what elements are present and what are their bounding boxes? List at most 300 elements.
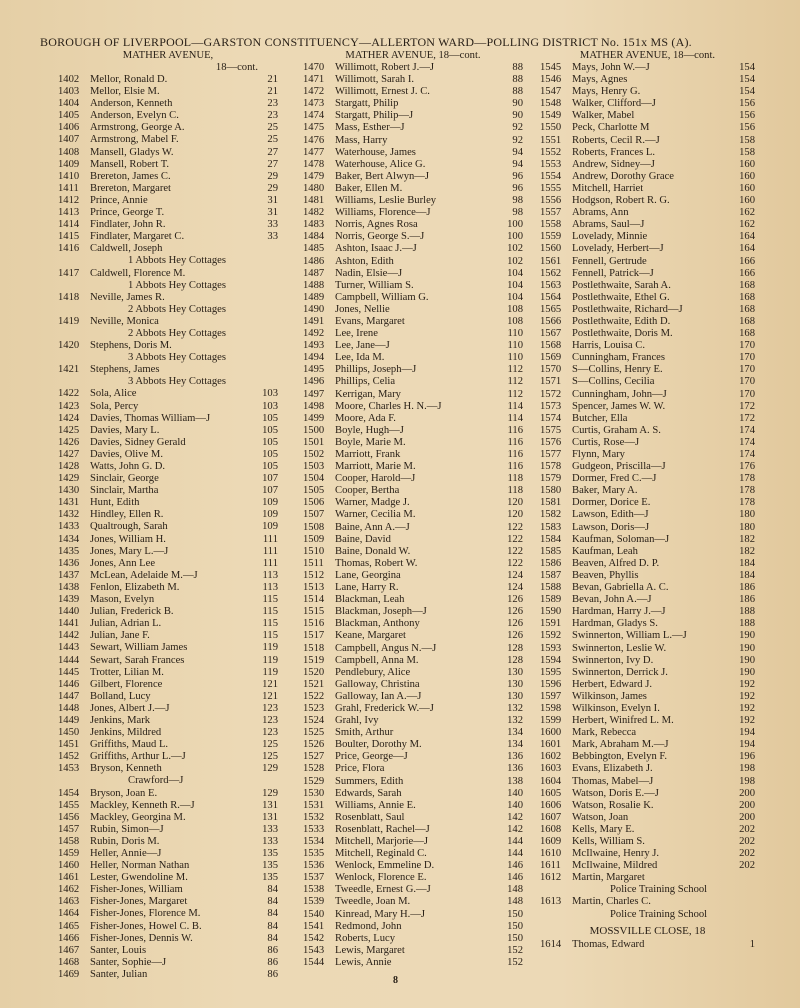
elector-number: 1551 xyxy=(540,134,562,146)
elector-number: 1540 xyxy=(303,908,325,920)
elector-row xyxy=(303,594,523,606)
elector-name: Baine, David xyxy=(335,533,391,545)
elector-row xyxy=(303,509,523,521)
elector-number: 1444 xyxy=(58,654,80,666)
elector-row xyxy=(58,74,278,86)
elector-number: 1485 xyxy=(303,243,325,255)
house-number: 113 xyxy=(262,581,278,593)
house-number: 112 xyxy=(507,376,523,388)
elector-number: 1403 xyxy=(58,86,80,98)
elector-number: 1597 xyxy=(540,690,562,702)
elector-row xyxy=(540,788,755,800)
house-number: 96 xyxy=(512,182,523,194)
elector-number: 1553 xyxy=(540,158,562,170)
address-continuation xyxy=(58,255,278,267)
elector-row xyxy=(58,667,278,679)
elector-name: Prince, George T. xyxy=(90,207,165,219)
house-number: 131 xyxy=(262,799,278,811)
elector-number: 1458 xyxy=(58,835,80,847)
house-number: 178 xyxy=(739,497,755,509)
elector-number: 1541 xyxy=(303,920,325,932)
elector-name: Anderson, Evelyn C. xyxy=(90,110,179,122)
house-number: 116 xyxy=(507,436,523,448)
column-heading: MATHER AVENUE, 18—cont. xyxy=(345,50,481,61)
house-number: 130 xyxy=(507,690,523,702)
elector-row xyxy=(58,594,278,606)
house-number: 133 xyxy=(262,835,278,847)
house-number: 156 xyxy=(739,98,755,110)
elector-name: Butcher, Ella xyxy=(572,412,628,424)
elector-row xyxy=(58,461,278,473)
house-number: 124 xyxy=(507,569,523,581)
house-number: 154 xyxy=(739,62,755,73)
house-number: 112 xyxy=(507,364,523,376)
house-number: 118 xyxy=(507,473,523,485)
house-number: 170 xyxy=(739,352,755,364)
elector-name: Evans, Elizabeth J. xyxy=(572,763,653,775)
elector-name: Beaven, Phyllis xyxy=(572,569,639,581)
elector-name: Andrew, Dorothy Grace xyxy=(572,170,674,182)
elector-row xyxy=(303,788,523,800)
house-number: 119 xyxy=(262,666,278,678)
elector-row xyxy=(540,679,755,691)
house-number: 27 xyxy=(267,146,278,158)
elector-number: 1609 xyxy=(540,836,562,847)
elector-row xyxy=(58,159,278,171)
house-number: 116 xyxy=(507,449,523,460)
elector-name: Jones, Albert J.—J xyxy=(90,702,170,714)
elector-row xyxy=(303,401,523,413)
elector-name: Rosenblatt, Rachel—J xyxy=(335,823,430,835)
elector-row xyxy=(540,304,755,316)
elector-number: 1474 xyxy=(303,110,325,122)
house-number: 148 xyxy=(507,884,523,896)
elector-number: 1586 xyxy=(540,557,562,569)
elector-row xyxy=(540,606,755,618)
elector-number: 1506 xyxy=(303,497,325,509)
elector-row xyxy=(540,292,755,304)
elector-number: 1575 xyxy=(540,424,562,436)
elector-number: 1613 xyxy=(540,896,562,908)
elector-number: 1610 xyxy=(540,848,562,860)
elector-number: 1461 xyxy=(58,872,80,884)
house-number: 170 xyxy=(739,364,755,376)
elector-number: 1432 xyxy=(58,509,80,521)
elector-name: Harris, Louisa C. xyxy=(572,340,645,352)
elector-number: 1530 xyxy=(303,787,325,799)
house-number: 156 xyxy=(739,110,755,122)
elector-name: Galloway, Christina xyxy=(335,678,420,690)
elector-number: 1414 xyxy=(58,219,80,231)
elector-row xyxy=(540,582,755,594)
elector-name: Griffiths, Arthur L.—J xyxy=(90,751,186,763)
elector-number: 1587 xyxy=(540,569,562,581)
elector-name: Waterhouse, Alice G. xyxy=(335,158,426,170)
elector-name: Swinnerton, William L.—J xyxy=(572,630,687,642)
elector-number: 1578 xyxy=(540,461,562,473)
house-number: 122 xyxy=(507,557,523,569)
elector-name: Willimott, Robert J.—J xyxy=(335,62,435,73)
elector-name: Mays, Henry G. xyxy=(572,86,641,98)
address-continuation xyxy=(58,304,278,316)
house-number: 190 xyxy=(739,630,755,642)
elector-row xyxy=(58,509,278,521)
elector-number: 1607 xyxy=(540,811,562,823)
elector-row xyxy=(58,884,278,896)
elector-name: Mass, Harry xyxy=(335,134,388,146)
elector-number: 1406 xyxy=(58,122,80,134)
house-number: 136 xyxy=(507,763,523,775)
elector-name: Fisher-Jones, Howel C. B. xyxy=(90,920,202,932)
elector-number: 1554 xyxy=(540,170,562,182)
elector-number: 1608 xyxy=(540,823,562,835)
house-number: 146 xyxy=(507,860,523,872)
elector-row xyxy=(540,364,755,376)
elector-number: 1515 xyxy=(303,606,325,618)
elector-number: 1445 xyxy=(58,666,80,678)
elector-number: 1447 xyxy=(58,690,80,702)
elector-name: Herbert, Edward J. xyxy=(572,678,653,690)
address-text: 2 Abbots Hey Cottages xyxy=(128,303,226,315)
elector-row xyxy=(540,812,755,824)
elector-row xyxy=(58,243,278,255)
street-subheading: MOSSVILLE CLOSE, 18 xyxy=(589,924,706,937)
elector-number: 1566 xyxy=(540,315,562,327)
house-number: 125 xyxy=(262,751,278,763)
elector-number: 1480 xyxy=(303,182,325,194)
elector-row xyxy=(58,824,278,836)
address-continuation xyxy=(58,328,278,340)
elector-row xyxy=(58,751,278,763)
elector-number: 1417 xyxy=(58,267,80,279)
house-number: 178 xyxy=(739,485,755,497)
elector-row xyxy=(58,945,278,957)
house-number: 110 xyxy=(507,340,523,352)
elector-number: 1513 xyxy=(303,582,325,594)
elector-name: Thomas, Robert W. xyxy=(335,557,418,569)
house-number: 168 xyxy=(739,303,755,315)
house-number: 110 xyxy=(507,328,523,340)
house-number: 186 xyxy=(739,594,755,606)
elector-name: McIlwaine, Henry J. xyxy=(572,848,660,860)
elector-row xyxy=(540,655,755,667)
elector-row xyxy=(540,268,755,280)
house-number: 92 xyxy=(512,134,523,146)
elector-name: Davies, Sidney Gerald xyxy=(90,436,186,448)
elector-name: Jones, Nellie xyxy=(335,303,390,315)
elector-number: 1509 xyxy=(303,533,325,545)
elector-row xyxy=(303,812,523,824)
elector-number: 1449 xyxy=(58,714,80,726)
elector-number: 1429 xyxy=(58,473,80,485)
elector-number: 1470 xyxy=(303,62,325,73)
house-number: 168 xyxy=(739,315,755,327)
elector-number: 1534 xyxy=(303,836,325,847)
elector-row xyxy=(540,618,755,630)
elector-number: 1428 xyxy=(58,461,80,472)
elector-name: Swinnerton, Ivy D. xyxy=(572,654,654,666)
elector-number: 1497 xyxy=(303,388,325,400)
house-number: 126 xyxy=(507,594,523,606)
house-number: 150 xyxy=(507,932,523,944)
elector-row xyxy=(303,74,523,86)
elector-number: 1524 xyxy=(303,715,325,727)
elector-row xyxy=(58,413,278,425)
house-number: 184 xyxy=(739,569,755,581)
elector-row xyxy=(58,715,278,727)
elector-name: Lee, Ida M. xyxy=(335,352,385,364)
elector-number: 1606 xyxy=(540,799,562,811)
elector-row xyxy=(540,558,755,570)
elector-number: 1589 xyxy=(540,594,562,606)
elector-name: Neville, Monica xyxy=(90,315,159,327)
house-number: 152 xyxy=(507,956,523,968)
house-number: 192 xyxy=(739,690,755,702)
house-number: 150 xyxy=(507,908,523,920)
elector-row xyxy=(303,884,523,896)
elector-name: Hunt, Edith xyxy=(90,497,140,509)
elector-number: 1590 xyxy=(540,606,562,618)
elector-name: Campbell, William G. xyxy=(335,291,429,303)
elector-number: 1500 xyxy=(303,424,325,436)
elector-name: Hindley, Ellen R. xyxy=(90,509,164,521)
elector-row xyxy=(58,122,278,134)
house-number: 202 xyxy=(739,848,755,860)
house-number: 88 xyxy=(512,86,523,98)
elector-row xyxy=(540,316,755,328)
house-number: 126 xyxy=(507,618,523,630)
elector-number: 1525 xyxy=(303,727,325,739)
elector-number: 1558 xyxy=(540,219,562,231)
house-number: 103 xyxy=(262,400,278,412)
elector-name: Smith, Arthur xyxy=(335,727,394,739)
elector-number: 1473 xyxy=(303,98,325,110)
elector-row xyxy=(58,485,278,497)
elector-name: Prince, Annie xyxy=(90,194,148,206)
elector-name: Kells, Mary E. xyxy=(572,823,635,835)
elector-name: Spencer, James W. W. xyxy=(572,400,666,412)
elector-name: Baine, Donald W. xyxy=(335,545,411,557)
house-number: 123 xyxy=(262,727,278,739)
elector-row xyxy=(540,824,755,836)
address-text: Crawford—J xyxy=(128,775,184,787)
elector-number: 1514 xyxy=(303,594,325,606)
elector-number: 1440 xyxy=(58,606,80,618)
elector-number: 1502 xyxy=(303,449,325,460)
house-number: 148 xyxy=(507,896,523,908)
elector-row xyxy=(303,763,523,775)
house-number: 31 xyxy=(267,207,278,219)
house-number: 162 xyxy=(739,207,755,219)
house-number: 196 xyxy=(739,751,755,763)
elector-row xyxy=(303,86,523,98)
address-text: 3 Abbots Hey Cottages xyxy=(128,376,226,388)
house-number: 131 xyxy=(262,811,278,823)
elector-number: 1477 xyxy=(303,146,325,158)
address-continuation xyxy=(540,909,755,921)
elector-list xyxy=(540,62,755,921)
elector-name: Watson, Doris E.—J xyxy=(572,787,659,799)
elector-number: 1574 xyxy=(540,412,562,424)
elector-row xyxy=(540,171,755,183)
elector-name: Phillips, Joseph—J xyxy=(335,364,417,376)
house-number: 29 xyxy=(267,170,278,182)
elector-row xyxy=(58,546,278,558)
elector-row xyxy=(540,243,755,255)
house-number: 142 xyxy=(507,811,523,823)
elector-row xyxy=(58,727,278,739)
elector-number: 1457 xyxy=(58,823,80,835)
elector-row xyxy=(58,860,278,872)
elector-row xyxy=(58,763,278,775)
elector-number: 1539 xyxy=(303,896,325,908)
elector-number: 1499 xyxy=(303,412,325,424)
elector-name: Kaufman, Leah xyxy=(572,545,638,557)
elector-row xyxy=(540,546,755,558)
elector-row xyxy=(303,727,523,739)
house-number: 138 xyxy=(507,775,523,787)
elector-row xyxy=(58,521,278,533)
elector-row xyxy=(303,703,523,715)
elector-name: Roberts, Cecil R.—J xyxy=(572,134,660,146)
elector-number: 1459 xyxy=(58,848,80,859)
house-number: 116 xyxy=(507,424,523,436)
elector-name: Bebbington, Evelyn F. xyxy=(572,751,668,763)
elector-number: 1573 xyxy=(540,400,562,412)
elector-name: Kaufman, Soloman—J xyxy=(572,533,670,545)
house-number: 25 xyxy=(267,122,278,134)
elector-number: 1544 xyxy=(303,956,325,968)
house-number: 129 xyxy=(262,763,278,775)
elector-number: 1614 xyxy=(540,938,562,950)
elector-number: 1572 xyxy=(540,388,562,400)
address-text: 1 Abbots Hey Cottages xyxy=(128,279,226,291)
house-number: 118 xyxy=(507,485,523,497)
elector-row xyxy=(303,739,523,751)
house-number: 190 xyxy=(739,642,755,654)
house-number: 190 xyxy=(739,654,755,666)
house-number: 123 xyxy=(262,702,278,714)
elector-row xyxy=(540,328,755,340)
house-number: 121 xyxy=(262,690,278,702)
elector-name: Sola, Percy xyxy=(90,400,139,412)
house-number: 119 xyxy=(262,642,278,654)
elector-name: Mason, Evelyn xyxy=(90,594,155,606)
house-number: 198 xyxy=(739,763,755,775)
elector-number: 1523 xyxy=(303,702,325,714)
house-number: 98 xyxy=(512,195,523,207)
elector-number: 1538 xyxy=(303,884,325,896)
page-number: 8 xyxy=(393,975,398,986)
house-number: 21 xyxy=(267,74,278,85)
elector-row xyxy=(58,800,278,812)
house-number: 190 xyxy=(739,666,755,678)
elector-number: 1584 xyxy=(540,533,562,545)
elector-row xyxy=(540,280,755,292)
elector-name: Kells, William S. xyxy=(572,836,645,847)
elector-number: 1504 xyxy=(303,473,325,485)
elector-name: Bolland, Lucy xyxy=(90,690,151,702)
elector-name: Armstrong, George A. xyxy=(90,122,185,134)
elector-row xyxy=(303,316,523,328)
elector-row xyxy=(58,437,278,449)
elector-row xyxy=(58,957,278,969)
house-number: 172 xyxy=(739,412,755,424)
elector-number: 1588 xyxy=(540,582,562,594)
elector-number: 1478 xyxy=(303,158,325,170)
house-number: 1 xyxy=(749,938,755,950)
elector-number: 1425 xyxy=(58,424,80,436)
elector-row xyxy=(303,437,523,449)
elector-row xyxy=(303,921,523,933)
elector-number: 1550 xyxy=(540,122,562,134)
elector-number: 1402 xyxy=(58,74,80,85)
elector-name: Fisher-Jones, Margaret xyxy=(90,896,188,908)
elector-name: Warner, Madge J. xyxy=(335,497,410,509)
house-number: 111 xyxy=(262,533,278,545)
column-heading: MATHER AVENUE, 18—cont. xyxy=(579,50,716,61)
house-number: 33 xyxy=(267,219,278,231)
elector-row xyxy=(540,860,755,872)
house-number: 192 xyxy=(739,715,755,727)
house-number: 100 xyxy=(507,231,523,243)
elector-number: 1434 xyxy=(58,533,80,545)
elector-name: Lawson, Edith—J xyxy=(572,509,649,521)
elector-name: Walker, Mabel xyxy=(572,110,635,122)
house-number: 98 xyxy=(512,207,523,219)
elector-number: 1483 xyxy=(303,219,325,231)
elector-row xyxy=(540,401,755,413)
elector-row xyxy=(303,570,523,582)
house-number: 111 xyxy=(262,545,278,557)
house-number: 150 xyxy=(507,920,523,932)
elector-number: 1442 xyxy=(58,630,80,642)
elector-row xyxy=(303,207,523,219)
elector-name: Willimott, Ernest J. C. xyxy=(335,86,430,98)
elector-name: Curtis, Graham A. S. xyxy=(572,424,661,436)
elector-row xyxy=(58,908,278,920)
house-number: 136 xyxy=(507,751,523,763)
elector-number: 1476 xyxy=(303,134,325,146)
house-number: 130 xyxy=(507,666,523,678)
elector-name: Stargatt, Philip xyxy=(335,98,399,110)
elector-name: Jenkins, Mark xyxy=(90,714,151,726)
elector-row xyxy=(540,195,755,207)
elector-name: Andrew, Sidney—J xyxy=(572,158,655,170)
elector-name: Waterhouse, James xyxy=(335,146,416,158)
elector-row xyxy=(58,872,278,884)
elector-name: Grahl, Frederick W.—J xyxy=(335,702,434,714)
elector-number: 1488 xyxy=(303,279,325,291)
elector-row xyxy=(540,183,755,195)
elector-number: 1507 xyxy=(303,509,325,521)
column-heading: MATHER AVENUE, xyxy=(122,50,214,61)
house-number: 134 xyxy=(507,727,523,739)
elector-name: Julian, Jane F. xyxy=(90,630,150,642)
elector-row xyxy=(58,316,278,328)
house-number: 202 xyxy=(739,836,755,847)
elector-number: 1567 xyxy=(540,328,562,340)
house-number: 188 xyxy=(739,618,755,630)
elector-name: Mark, Abraham M.—J xyxy=(572,739,669,751)
house-number: 170 xyxy=(739,340,755,352)
elector-row xyxy=(303,304,523,316)
elector-number: 1420 xyxy=(58,340,80,352)
elector-number: 1512 xyxy=(303,569,325,581)
elector-row xyxy=(540,86,755,98)
house-number: 124 xyxy=(507,582,523,594)
elector-name: Julian, Frederick B. xyxy=(90,606,174,618)
